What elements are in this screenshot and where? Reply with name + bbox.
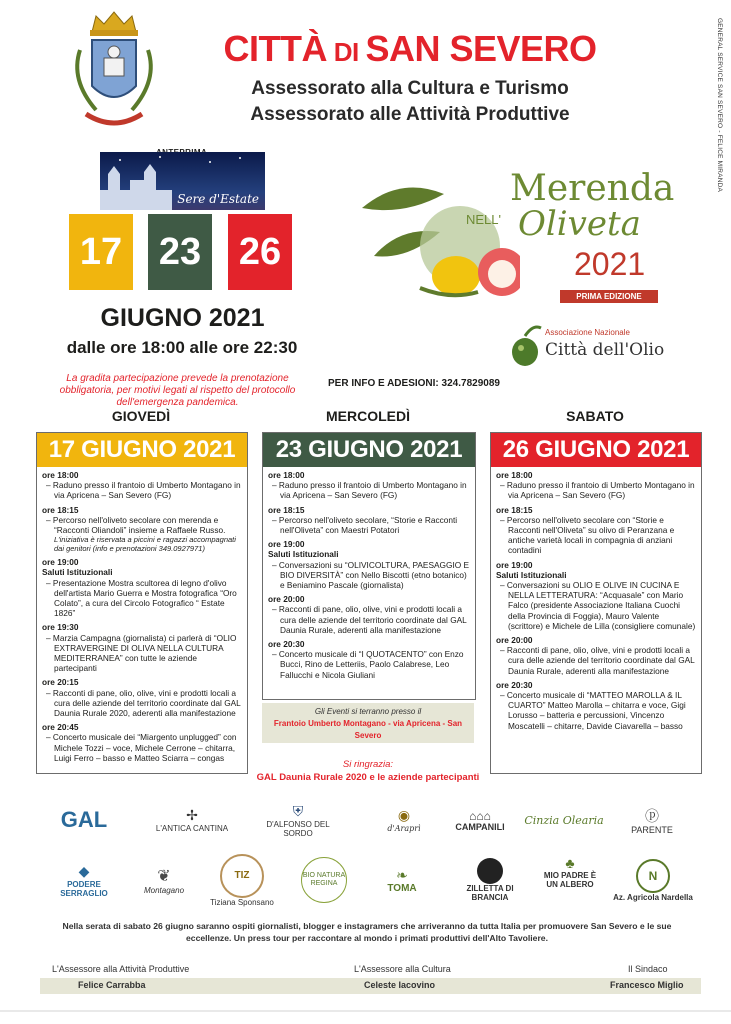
merenda-word: Merenda [510, 168, 675, 209]
event-description: – Raduno presso il frantoio di Umberto Montagano in via Apricena – San Severo (FG) [272, 480, 467, 501]
signature-role: Il Sindaco [628, 964, 668, 974]
date-badge-17: 17 [69, 214, 133, 290]
sere-estate-label: Sere d'Estate [177, 192, 259, 206]
vertical-credit: GENERAL SERVICE SAN SEVERO - FELICE MIRANDA [716, 18, 723, 193]
olive-apple-lemon-icon [360, 168, 520, 308]
nell-word: NELL' [466, 212, 502, 227]
event-item [42, 677, 242, 718]
sponsor-logo: ⌂⌂⌂ CAMPANILI [455, 808, 505, 832]
event-extra: L'iniziativa è riservata a piccini e ragazzi accompagnati dai genitori (info e prenotazioni 349.0927971) [54, 535, 236, 554]
page-title: CITTÀ DI SAN SEVERO [223, 28, 597, 69]
olive-bottle-icon [507, 322, 543, 372]
event-time: ore 20:30 [496, 679, 533, 690]
date-badge-26: 26 [228, 214, 292, 290]
venue-prefix: Gli Eventi si terranno presso il [314, 707, 422, 716]
event-item [496, 505, 696, 556]
signature-name: Francesco Miglio [610, 980, 684, 990]
event-description: – Racconti di pane, olio, olive, vini e prodotti locali a cura delle aziende del territorio coordinate dal GAL Daunia Rurale, aderenti alla manifestazione [500, 645, 695, 676]
event-description: – Conversazioni su OLIO E OLIVE IN CUCINA E NELLA LETTERATURA: “Acquasale” con Mario Falco (presidente Associazione Italiana Cuochi della Provincia di Foggia), Mauro Valente (scrittore) e Michele de Lilla (consigliere comunale) [500, 580, 696, 631]
thanks-label: Si ringrazia: [342, 759, 394, 770]
oliveta-word: Oliveta [518, 204, 641, 244]
event-item [496, 635, 696, 676]
event-description: – Concerto musicale di “I QUOTACENTO” con Enzo Bucci, Rino de Letteriis, Paolo Calabrese, Leo Fallucchi e Nicola Giuliani [272, 649, 464, 680]
signature-name: Celeste Iacovino [364, 980, 436, 990]
event-list [263, 467, 475, 688]
event-time: ore 18:15 [42, 504, 79, 515]
event-time: ore 20:00 [496, 635, 533, 646]
column-date-23: 23 GIUGNO 2021 [263, 433, 475, 467]
venue-address: Frantoio Umberto Montagano - via Apricena - San Severo [273, 719, 463, 740]
event-description: – Percorso nell'oliveto secolare, “Storie e Racconti nell'Oliveta” con Maestri Potatori [272, 514, 458, 536]
sponsor-logo: ✢ L'ANTICA CANTINA [155, 807, 229, 833]
program-column-26 [490, 432, 702, 774]
event-item [42, 622, 242, 673]
signature-role: L'Assessore alla Attività Produttive [52, 964, 190, 974]
event-time: ore 20:30 [268, 639, 305, 650]
booking-note: La gradita partecipazione prevede la prenotazione obbligatoria, per motivi legati al rispetto del protocollo dell'emergenza pandemica. [59, 373, 296, 408]
dayname-thursday: GIOVEDÌ [111, 408, 171, 424]
event-description: – Presentazione Mostra scultorea di legno d'olivo dell'artista Mario Guerra e Mostra fotografica “Oro Colato”, a cura del Circolo Fotografico “ Estate 1826” [46, 577, 237, 619]
sponsor-logo: ◉ d'Araprì [387, 807, 421, 833]
edition-badge: PRIMA EDIZIONE [560, 290, 658, 303]
event-time: ore 20:00 [268, 594, 305, 605]
citta-olio-logo [505, 318, 665, 378]
event-time: ore 19:00 [268, 539, 305, 550]
event-list [491, 467, 701, 739]
event-heading: Saluti Istituzionali [42, 567, 113, 578]
thanks-block [250, 758, 486, 784]
event-item [42, 470, 242, 501]
event-item [268, 470, 470, 501]
event-item [42, 557, 242, 618]
sponsor-logo: ZILLETTA DI BRANCIA [450, 856, 530, 904]
dayname-saturday: SABATO [566, 408, 624, 424]
merenda-oliveta-logo [360, 168, 675, 308]
event-time: ore 18:00 [496, 470, 533, 480]
event-time: ore 19:00 [42, 557, 79, 568]
sponsor-logo: N Az. Agricola Nardella [608, 856, 698, 904]
subtitle-production: Assessorato alle Attività Produttive [250, 104, 570, 125]
month-label: GIUGNO 2021 [100, 304, 265, 332]
date-badge-23: 23 [148, 214, 212, 290]
sponsor-logo: ◆ PODERE SERRAGLIO [60, 862, 108, 898]
sponsor-logo: TIZ Tiziana Sponsano [202, 856, 282, 904]
event-time: ore 18:00 [268, 470, 305, 480]
event-description: – Conversazioni su “OLIVICOLTURA, PAESAGGIO E BIO DIVERSITÀ” con Nello Biscotti (etno botanico) e Beniamino Pascale (giornalista) [272, 559, 470, 591]
bottom-divider [0, 1010, 731, 1012]
partner-line1: Associazione Nazionale [545, 328, 630, 337]
event-description: – Marzia Campagna (giornalista) ci parlerà di “OLIO EXTRAVERGINE DI OLIVA NELLA CULTURA MEDITERRANEA” con tutte le aziende partecipanti [46, 632, 237, 674]
signature-role: L'Assessore alla Cultura [354, 964, 451, 974]
event-item [42, 505, 242, 554]
event-time: ore 18:15 [496, 504, 533, 515]
event-item [496, 470, 696, 501]
event-description: – Concerto musicale di “MATTEO MAROLLA & IL CUARTO” Matteo Marolla – chitarra e voce, Gigi Lorusso – batteria e percussioni, Vincenzo Moscatelli – chitarre, Davide Ciavarella – basso [500, 690, 686, 731]
event-description: – Racconti di pane, olio, olive, vini e prodotti locali a cura delle aziende del territorio coordinate dal GAL Daunia Rurale, aderenti alla manifestazione [272, 604, 467, 635]
sponsor-logo: ❧ TOMA [387, 867, 417, 894]
info-line: PER INFO E ADESIONI: 324.7829089 [328, 378, 500, 389]
partner-line2: Città dell'Olio [545, 340, 665, 360]
event-item [42, 722, 242, 763]
event-heading: Saluti Istituzionali [268, 549, 339, 560]
event-description: – Concerto musicale dei “Miargento unplugged” con Michele Tozzi – voce, Michele Cerrone – chitarra, Luigi Ferro – basso e Matteo Sciarra – congas [46, 732, 237, 763]
sere-estate-banner [100, 152, 265, 210]
sponsor-logo: ❦ Montagano [143, 867, 185, 895]
event-time: ore 18:00 [42, 470, 79, 480]
dayname-wednesday: MERCOLEDÌ [326, 408, 410, 424]
year-label: 2021 [574, 246, 646, 282]
sponsor-logo: ⓟ PARENTE [631, 807, 673, 835]
event-time: ore 20:45 [42, 722, 79, 733]
sponsor-logo: ⛨ D'ALFONSO DEL SORDO [266, 802, 330, 838]
event-description: – Raduno presso il frantoio di Umberto Montagano in via Apricena – San Severo (FG) [46, 480, 241, 501]
event-list [37, 467, 247, 771]
hours-label: dalle ore 18:00 alle ore 22:30 [66, 338, 298, 357]
program-column-17 [36, 432, 248, 774]
event-description: – Racconti di pane, olio, olive, vini e prodotti locali a cura delle aziende del territorio coordinate dal GAL Daunia Rurale 2020, aderenti alla manifestazione [46, 687, 241, 719]
event-description: – Raduno presso il frantoio di Umberto Montagano in via Apricena – San Severo (FG) [500, 480, 695, 501]
subtitle-culture: Assessorato alla Cultura e Turismo [251, 78, 569, 99]
event-time: ore 19:30 [42, 622, 79, 633]
sponsor-logo: BIO NATURA REGINA [284, 856, 364, 904]
thanks-text: GAL Daunia Rurale 2020 e le aziende partecipanti [256, 772, 480, 783]
sponsor-logo: Cinzia Olearia [524, 813, 604, 827]
event-description: – Percorso nell'oliveto secolare con “Storie e Racconti nell'Oliveta” su olivo di Peranzana e antiche varietà locali in compagnia di anziani contadini [500, 514, 675, 556]
program-column-23 [262, 432, 476, 700]
event-heading: Saluti Istituzionali [496, 569, 567, 580]
closing-note: Nella serata di sabato 26 giugno saranno ospiti giornalisti, blogger e instagramers che arriveranno da tutta Italia per promuovere San Severo e le sue eccellenze. Un press tour per raccontare al mondo i primati produttivi dell'Alto Tavoliere. [62, 921, 672, 943]
event-item [496, 560, 696, 631]
sponsor-logo: ♣ MIO PADRE È UN ALBERO [543, 855, 597, 889]
event-item [268, 539, 470, 590]
venue-box [262, 703, 474, 743]
signature-name: Felice Carrabba [78, 980, 146, 990]
event-time: ore 18:15 [268, 504, 305, 515]
column-date-17: 17 GIUGNO 2021 [37, 433, 247, 467]
column-date-26: 26 GIUGNO 2021 [491, 433, 701, 467]
event-item [496, 680, 696, 731]
event-item [268, 594, 470, 635]
event-time: ore 19:00 [496, 559, 533, 570]
event-item [268, 639, 470, 680]
event-item [268, 505, 470, 536]
event-time: ore 20:15 [42, 677, 79, 688]
sponsor-logo: GAL [60, 807, 108, 832]
event-description: – Percorso nell'oliveto secolare con merenda e “Racconti Oliandoli” insieme a Raffaele Russo. [46, 514, 226, 536]
city-crest-icon [66, 10, 162, 138]
